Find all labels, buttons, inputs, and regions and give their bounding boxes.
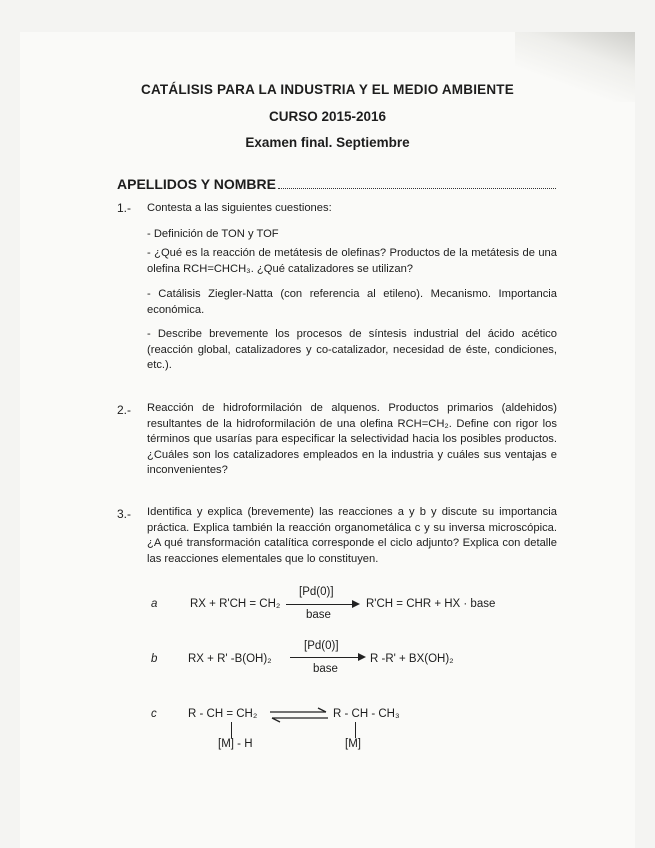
- reaction-b-label: b: [151, 653, 158, 665]
- reaction-c-alkene: R - CH = CH₂: [188, 708, 258, 720]
- name-fill-line: [278, 176, 557, 189]
- question-1-number: 1.-: [117, 201, 132, 215]
- reaction-b-reactants: RX + R' -B(OH)₂: [188, 653, 272, 665]
- question-2-text: Reacción de hidroformilación de alquenos. Productos primarios (aldehidos) resultantes de la hidroformilación de una olefina RCH=CH₂. Define con rigor los términos que usarías para especificar la selectividad hacia los posibles productos. ¿Cuáles son los catalizadores empleados en la industria y cuáles sus ventajas e inconvenientes?: [147, 402, 557, 476]
- reaction-a-reactants: RX + R'CH = CH₂: [190, 598, 281, 610]
- reaction-b-products: R -R' + BX(OH)₂: [370, 653, 454, 665]
- reaction-c-label: c: [151, 708, 157, 720]
- question-1-item: - Describe brevemente los procesos de síntesis industrial del ácido acético (reacción global, catalizadores y co-catalizador, necesidad de éste, condiciones, etc.).: [147, 328, 557, 371]
- name-field: [117, 176, 557, 192]
- question-1-item: - Catálisis Ziegler-Natta (con referencia al etileno). Mecanismo. Importancia económica.: [147, 288, 557, 316]
- reaction-b-arrowhead: [358, 653, 366, 661]
- name-field-label: APELLIDOS Y NOMBRE: [117, 176, 276, 192]
- reaction-a-arrow: [286, 604, 352, 605]
- reaction-c-metal-hydride: [M] - H: [218, 738, 253, 750]
- equilibrium-arrows: [268, 707, 330, 723]
- question-1-item: - Definición de TON y TOF: [147, 228, 279, 240]
- question-3-text: Identifica y explica (brevemente) las reacciones a y b y discute su importancia práctica. Explica también la reacción organometálica c y su inversa microscópica. ¿A qué transformación catalítica corresponde el ciclo adjunto? Explica con detalle las reacciones elementales que lo constituyen.: [147, 506, 557, 565]
- reaction-c-left-bond: [231, 722, 232, 738]
- reaction-a-arrowhead: [352, 600, 360, 608]
- question-1-item: - ¿Qué es la reacción de metátesis de olefinas? Productos de la metátesis de una olefina RCH=CHCH₃. ¿Qué catalizadores se utilizan?: [147, 247, 557, 275]
- reaction-a-label: a: [151, 598, 158, 610]
- question-2-number: 2.-: [117, 403, 132, 417]
- reaction-b-arrow: [290, 657, 358, 658]
- reaction-a-products: R'CH = CHR + HX · base: [366, 598, 496, 610]
- exam-title: CATÁLISIS PARA LA INDUSTRIA Y EL MEDIO AMBIENTE: [141, 82, 514, 97]
- reaction-a-catalyst: [Pd(0)]: [299, 586, 334, 598]
- question-3-number: 3.-: [117, 507, 132, 521]
- reaction-b-condition: base: [313, 663, 338, 675]
- exam-session: Examen final. Septiembre: [245, 135, 410, 150]
- reaction-a-condition: base: [306, 609, 331, 621]
- reaction-b-catalyst: [Pd(0)]: [304, 640, 339, 652]
- course-year: CURSO 2015-2016: [268, 109, 387, 124]
- reaction-c-right-bond: [355, 722, 356, 738]
- question-1-intro: Contesta a las siguientes cuestiones:: [147, 202, 332, 214]
- reaction-c-alkyl: R - CH - CH₃: [333, 708, 400, 720]
- reaction-c-metal: [M]: [345, 738, 361, 750]
